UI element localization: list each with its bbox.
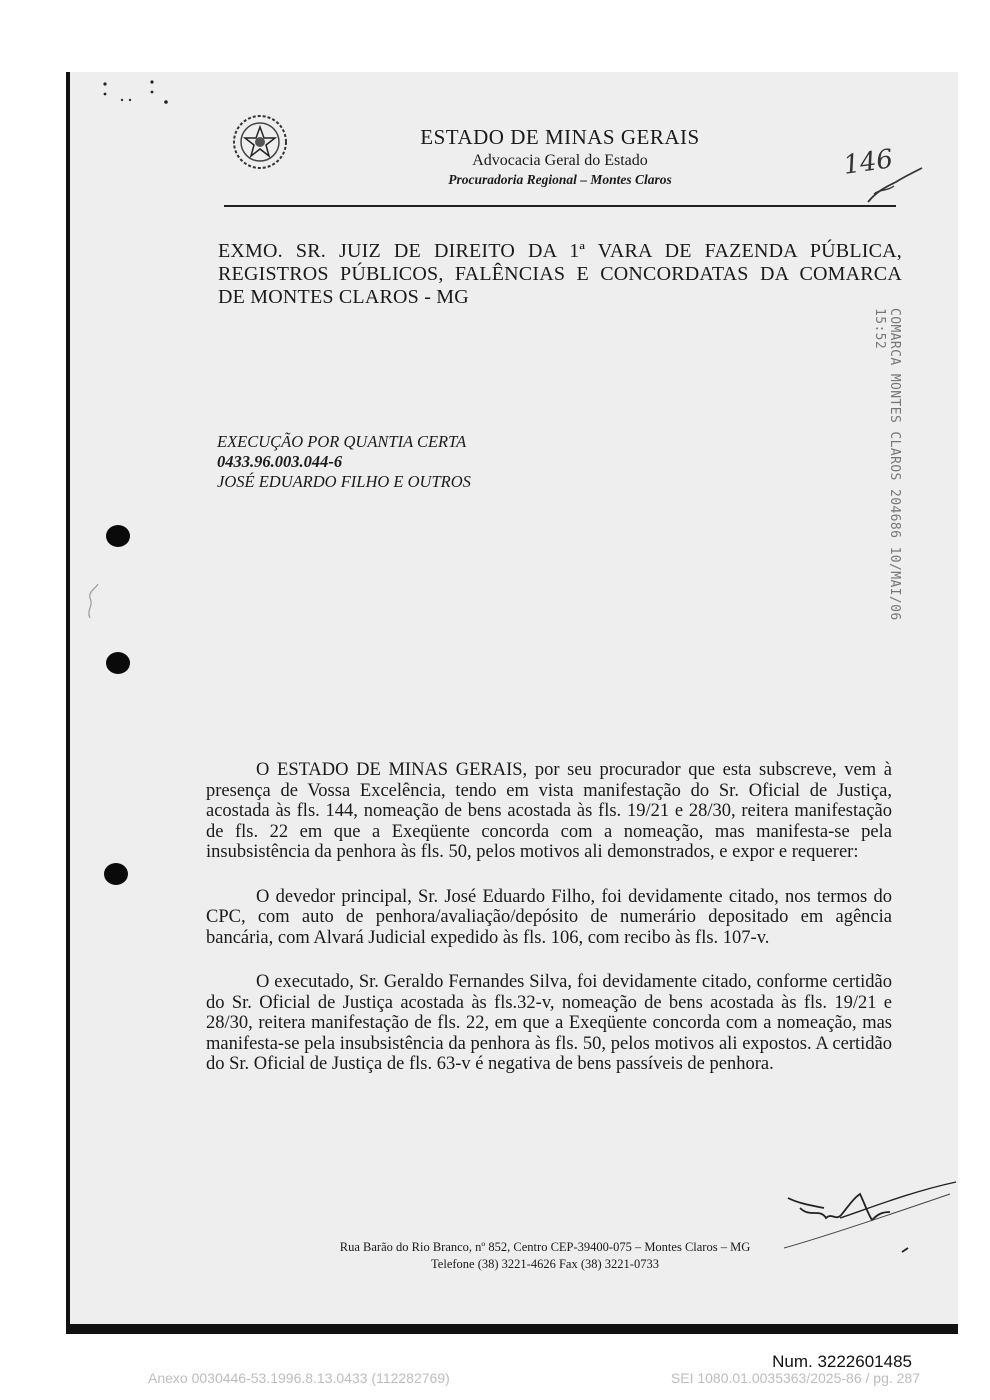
margin-scribble [80, 582, 110, 622]
document-number: Num. 3222601485 [772, 1352, 912, 1371]
body-paragraph-1: O ESTADO DE MINAS GERAIS, por seu procurador que esta subscreve, vem à presença de Vossa Excelência, tendo em vista manifestação do Sr. Oficial de Justiça, acostada às fls. 144, nomeação de bens acostada às fls. 19/21 e 28/30, reitera manifestação de fls. 22 em que a Exeqüente concorda com a nomeação, mas manifesta-se pela insubsistência da penhora às fls. 50, pelos motivos ali demonstrados, e expor e requerer: [206, 760, 892, 862]
annex-reference: Anexo 0030446-53.1996.8.13.0433 (112282769) [148, 1370, 450, 1386]
punch-hole-2 [106, 652, 130, 674]
body-paragraph-2: O devedor principal, Sr. José Eduardo Filho, foi devidamente citado, nos termos do CPC, com auto de penhora/avaliação/depósito de numerário depositado em agência bancária, com Alvará Judicial expedido às fls. 106, com recibo às fls. 107-v. [206, 886, 892, 948]
addressee-block [218, 240, 902, 309]
receipt-stamp: COMARCA MONTES CLAROS 204686 10/MAI/06 15:52 [872, 308, 902, 621]
state-seal-icon [231, 113, 289, 171]
case-number: 0433.96.003.044-6 [217, 452, 343, 471]
addressee-line-2: REGISTROS PÚBLICOS, FALÊNCIAS E CONCORDATAS DA COMARCA [218, 263, 902, 285]
letterhead-divider [224, 205, 896, 207]
case-parties: JOSÉ EDUARDO FILHO E OUTROS [217, 472, 471, 491]
punch-hole-3 [104, 863, 128, 885]
footer-phone: Telefone (38) 3221-4626 Fax (38) 3221-0733 [431, 1257, 659, 1271]
scan-speckles [100, 78, 180, 108]
petition-body [206, 760, 892, 1075]
body-paragraph-3: O executado, Sr. Geraldo Fernandes Silva, foi devidamente citado, conforme certidão do Sr. Oficial de Justiça acostada às fls.32-v, nomeação de bens acostada às fls. 19/21 e 28/30, reitera manifestação de fls. 22, em que a Exeqüente concorda com a nomeação, mas manifesta-se pela insubsistência da penhora às fls. 50, pelos motivos ali expostos. A certidão do Sr. Oficial de Justiça de fls. 63-v é negativa de bens passíveis de penhora. [206, 972, 892, 1074]
letterhead-office: Procuradoria Regional – Montes Claros [448, 172, 672, 187]
letterhead-title: ESTADO DE MINAS GERAIS [420, 125, 700, 149]
addressee-line-3: DE MONTES CLAROS - MG [218, 286, 469, 308]
svg-text:146: 146 [841, 144, 895, 181]
signature [780, 1178, 960, 1268]
sei-reference: SEI 1080.01.0035363/2025-86 / pg. 287 [670, 1370, 920, 1386]
case-type: EXECUÇÃO POR QUANTIA CERTA [217, 432, 467, 451]
punch-hole-1 [106, 525, 130, 547]
addressee-line-1: EXMO. SR. JUIZ DE DIREITO DA 1ª VARA DE FAZENDA PÚBLICA, [218, 240, 902, 262]
handwritten-page-number [838, 138, 928, 210]
letterhead-subtitle: Advocacia Geral do Estado [472, 152, 648, 169]
footer-address: Rua Barão do Rio Branco, nº 852, Centro CEP-39400-075 – Montes Claros – MG [339, 1240, 751, 1254]
case-block [217, 432, 557, 492]
